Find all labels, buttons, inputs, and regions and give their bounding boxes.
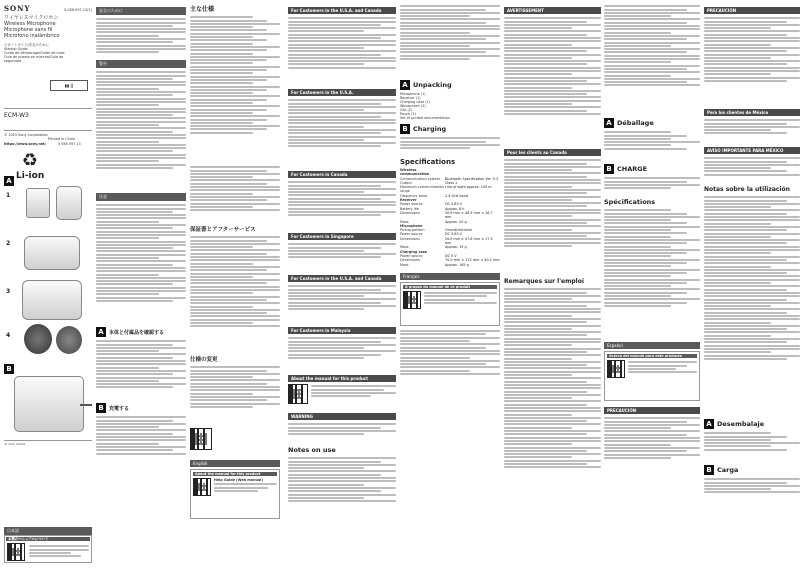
section-bar: 注意 [96,193,186,201]
figure-step-number: 4 [6,332,11,339]
section-bar: 警告 [96,60,186,68]
section-bar: English [190,460,280,467]
table-row: Power source DC 3.85 V [400,232,463,237]
figure-caption: ▭ ▭▭ ▭▭▭ [4,440,92,446]
model-number: ECM-W3 [4,112,29,119]
table-row: Wireless communication [400,168,430,177]
english-regulatory-column [288,4,396,565]
section-bar: Para los clientes de México [704,109,800,116]
qr-code[interactable] [7,543,25,561]
section-bar: AVISO IMPORTANTE PARA MÉXICO [704,147,800,154]
english-specs-column [400,4,500,565]
table-row: Battery life Approx. 8 h [400,206,465,211]
specs-title-fr: Spécifications [604,198,656,206]
table-row: Receiver [400,198,417,203]
table-row: Dimensions 34.9 mm × 48.5 mm × 18.7 mm [400,210,493,220]
list-item: Set of printed documentation [400,116,450,120]
cable-illustration [80,404,92,406]
figure-a-label: A [4,176,14,186]
charging-case-illustration [14,376,84,432]
section-bar: PRECAUCIÓN [604,407,700,414]
table-row: Power source DC 5 V [400,253,457,258]
list-item: Charging case (1) [400,100,431,104]
qr-code[interactable] [190,428,212,450]
title-es: Micrófono inalámbrico [4,33,60,39]
spanish-manual-panel [604,351,700,401]
sony-url[interactable]: https://www.sony.net/ [4,142,46,146]
notes-title-es: Notas sobre la utilización [704,186,790,193]
japanese-specs-column [190,4,280,565]
section-bar: For Customers in the U.S.A. and Canada [288,7,396,14]
table-row: Mass Approx. 20 g [400,219,467,224]
unpacking-header-jp: A 本体と付属品を確認する [96,327,186,337]
french-column [504,4,601,565]
brand-logo: SONY [4,4,31,13]
section-bar: AVERTISSEMENT [504,7,601,14]
qr-code[interactable] [607,360,625,378]
table-row: Mass Approx. 19 g [400,245,467,250]
cover-column [4,4,92,565]
english-manual-panel [190,469,280,519]
section-bar: Français [400,273,500,280]
section-bar: For Customers in the U.S.A. [288,89,396,96]
device-illustration [22,280,82,320]
charging-header: B Charging [400,124,500,134]
title-en: Wireless Microphone [4,21,56,27]
english-manual-title: About the manual for this product [193,472,277,476]
table-row: Dimensions 34.9 mm × 47.8 mm × 17.5 mm [400,236,493,246]
printed-in: Printed in China [48,137,75,141]
web-manual-panel [4,535,92,563]
spanish-column [704,4,800,565]
warranty-title: 保証書とアフターサービス [190,227,256,233]
japanese-column [96,4,186,565]
guide-title: seguridad [4,59,21,63]
copyright: © 2025 Sony Corporation [4,133,48,137]
figure-step-number: 2 [6,240,11,247]
microphone-illustration [56,186,82,220]
windscreen-illustration [24,324,52,354]
charging-header-es: B Carga [704,465,800,475]
list-item: Microphone (1) [400,92,426,96]
table-row: Mass Approx. 165 g [400,262,469,267]
guide-title: スタートガイド/安全のために [4,43,50,47]
recycle-icon: ♻ [21,150,39,171]
qr-code[interactable] [403,291,421,309]
list-item: Clip (2) [400,108,413,112]
table-row: Communication system Bluetooth Specification Ver. 5.3 [400,176,499,181]
figure-step-number: 1 [6,192,11,199]
barcode-number: 5 056 597 13 [58,142,81,146]
table-row: Pickup pattern Omnidirectional [400,228,472,233]
table-row: Frequency band 2.4 GHz band [400,193,469,198]
table-row: Power source DC 3.85 V [400,202,463,207]
section-bar: Español [604,342,700,349]
french-manual-title: À propos du manuel de ce produit [403,285,497,289]
table-row: Charging case [400,249,428,254]
section-bar: For Customers in the U.S.A. and Canada [288,275,396,282]
section-bar: For Customers in Singapore [288,233,396,240]
doc-code: 5-056-597-13(1) [64,8,92,12]
section-bar: PRECAUCIÓN [704,7,800,14]
unpacking-header-fr: A Déballage [604,118,700,128]
title-jp: ワイヤレスマイクロホン [4,15,59,21]
specs-table [400,168,500,267]
section-bar: 安全のために [96,7,186,15]
qr-code[interactable] [288,384,308,404]
unpacking-header-es: A Desembalaje [704,419,800,429]
section-bar: For Customers in Canada [288,171,396,178]
spanish-manual-title: Acerca del manual para este producto [607,354,697,358]
list-item: Pouch (1) [400,112,417,116]
unpacking-header: A Unpacking [400,80,500,90]
table-row: Output Class 1 [400,180,458,185]
guide-title: Guía de puesta en marcha/Guía de [4,55,64,59]
section-bar: Pour les clients au Canada [504,149,601,156]
title-fr: Microphone sans fil [4,27,53,33]
web-manual-title: 本機のマニュアルについて [6,537,90,541]
section-bar: For Customers in Malaysia [288,327,396,334]
notes-title-en: Notes on use [288,446,336,454]
specs-title-jp: 主な仕様 [190,6,215,13]
device-illustration [24,236,80,270]
guide-title: Guide de démarrage/Guide de mise [4,51,65,55]
li-ion-mark: Li-ion [16,171,45,181]
french-specs-column [604,4,700,565]
french-manual-panel [400,282,500,326]
specs-title-en: Specifications [400,158,456,166]
guide-title: Startup Guide [4,47,28,51]
receiver-illustration [26,188,50,218]
figure-step-number: 3 [6,288,11,295]
help-guide-title: Help Guide (Web manual) [214,478,263,482]
section-bar: About the manual for this product [288,375,396,382]
unpack-list [400,92,500,120]
table-row: Dimensions 70.0 mm × 115 mm × 40.1 mm [400,258,500,263]
section-bar: 日本語 [4,527,92,535]
qr-code[interactable] [193,478,211,496]
charging-header-jp: B 充電する [96,403,186,413]
hi-res-badge: ▮▮ || [50,80,88,91]
table-row: Microphone [400,223,423,228]
table-row: Maximum communication range Line of sight approx. 100 m [400,185,492,194]
charging-header-fr: B CHARGE [604,164,700,174]
notes-title-fr: Remarques sur l'emploi [504,278,584,285]
section-bar: WARNING [288,413,396,420]
windscreen-illustration [56,326,82,354]
list-item: Windscreen (2) [400,104,426,108]
spec-change-title: 仕様の変更 [190,357,218,363]
figure-b-label: B [4,364,14,374]
list-item: Receiver (1) [400,96,421,100]
